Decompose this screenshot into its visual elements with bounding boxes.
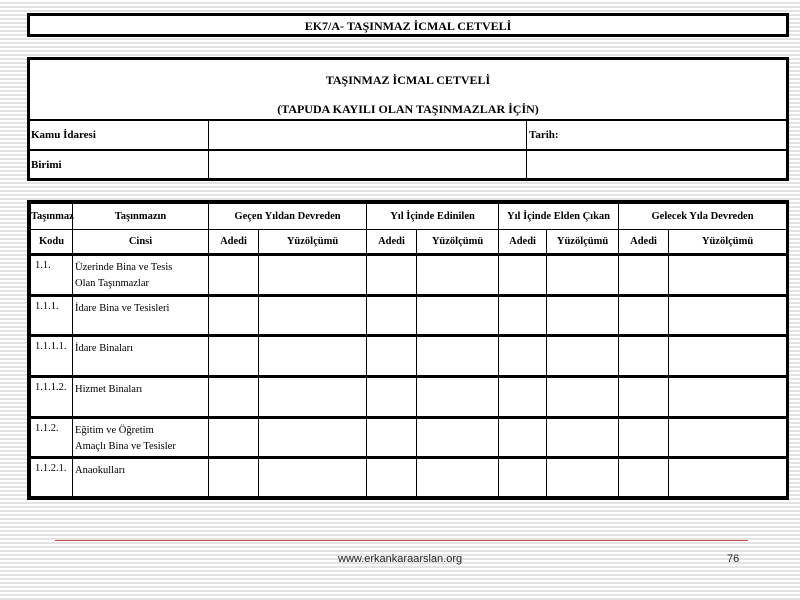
col-header-code-line2: Kodu — [31, 230, 73, 254]
cell[interactable] — [209, 417, 259, 458]
col-subheader-area: Yüzölçümü — [259, 230, 367, 254]
footer-divider — [55, 540, 748, 541]
col-subheader-area: Yüzölçümü — [669, 230, 787, 254]
tarih-field[interactable] — [620, 122, 786, 148]
row-name-line1: Anaokulları — [75, 465, 126, 477]
summary-table-box — [27, 200, 789, 500]
kamu-idaresi-field[interactable] — [210, 122, 524, 148]
row-name-line2: Olan Taşınmazlar — [75, 277, 150, 289]
col-group-header: Yıl İçinde Edinilen — [367, 204, 499, 230]
header-column-divider — [526, 121, 527, 178]
header-column-divider — [208, 121, 209, 178]
cell[interactable] — [499, 254, 547, 295]
cell[interactable] — [669, 254, 787, 295]
table-subheader-row — [31, 230, 787, 254]
row-name-line1: Hizmet Binaları — [75, 383, 143, 395]
row-name — [73, 254, 209, 295]
col-group-header: Geçen Yıldan Devreden — [209, 204, 367, 230]
cell[interactable] — [209, 458, 259, 497]
cell[interactable] — [619, 336, 669, 377]
row-code: 1.1.1.2. — [31, 376, 73, 417]
col-header-type: Taşınmazın — [73, 204, 209, 230]
header-divider — [30, 119, 786, 121]
form-heading: TAŞINMAZ İCMAL CETVELİ — [325, 73, 491, 87]
header-divider — [30, 149, 786, 151]
cell[interactable] — [417, 417, 499, 458]
cell[interactable] — [499, 376, 547, 417]
cell[interactable] — [499, 295, 547, 336]
col-subheader-area: Yüzölçümü — [547, 230, 619, 254]
cell[interactable] — [619, 254, 669, 295]
table-row — [31, 295, 787, 336]
cell[interactable] — [259, 336, 367, 377]
col-header-code: Taşınmaz — [31, 204, 73, 230]
cell[interactable] — [547, 254, 619, 295]
document-title: EK7/A- TAŞINMAZ İCMAL CETVELİ — [304, 19, 512, 33]
cell[interactable] — [209, 376, 259, 417]
cell[interactable] — [669, 295, 787, 336]
row-name-line1: Eğitim ve Öğretim — [75, 424, 154, 436]
row-name-line1: İdare Binaları — [75, 343, 134, 355]
cell[interactable] — [209, 295, 259, 336]
row-name-line1: İdare Bina ve Tesisleri — [75, 302, 170, 314]
table-row — [31, 336, 787, 377]
birimi-label: Birimi — [31, 159, 62, 171]
cell[interactable] — [259, 417, 367, 458]
row-name — [73, 336, 209, 377]
cell[interactable] — [367, 254, 417, 295]
row-code: 1.1.1.1. — [31, 336, 73, 377]
cell[interactable] — [417, 254, 499, 295]
cell[interactable] — [619, 458, 669, 497]
form-subheading: (TAPUDA KAYILI OLAN TAŞINMAZLAR İÇİN) — [277, 102, 539, 116]
cell[interactable] — [209, 254, 259, 295]
cell[interactable] — [619, 295, 669, 336]
header-box — [27, 57, 789, 181]
cell[interactable] — [417, 336, 499, 377]
cell[interactable] — [367, 295, 417, 336]
cell[interactable] — [417, 458, 499, 497]
row-name-line1: Üzerinde Bina ve Tesis — [75, 261, 173, 273]
table-row — [31, 417, 787, 458]
col-header-type-line2: Cinsi — [73, 230, 209, 254]
kamu-idaresi-label: Kamu İdaresi — [31, 129, 96, 141]
cell[interactable] — [547, 458, 619, 497]
cell[interactable] — [499, 336, 547, 377]
cell[interactable] — [417, 376, 499, 417]
col-subheader-count: Adedi — [209, 230, 259, 254]
cell[interactable] — [367, 376, 417, 417]
cell[interactable] — [669, 458, 787, 497]
cell[interactable] — [259, 295, 367, 336]
cell[interactable] — [209, 336, 259, 377]
row-code: 1.1.2.1. — [31, 458, 73, 497]
cell[interactable] — [499, 458, 547, 497]
cell[interactable] — [547, 336, 619, 377]
row-code: 1.1.1. — [31, 295, 73, 336]
table-row — [31, 254, 787, 295]
row-code: 1.1. — [31, 254, 73, 295]
page-number: 76 — [727, 553, 740, 565]
cell[interactable] — [669, 376, 787, 417]
row-code: 1.1.2. — [31, 417, 73, 458]
row-name — [73, 376, 209, 417]
row-name-line2: Amaçlı Bina ve Tesisler — [75, 440, 176, 452]
cell[interactable] — [547, 376, 619, 417]
cell[interactable] — [619, 417, 669, 458]
cell[interactable] — [417, 295, 499, 336]
title-box — [27, 13, 789, 37]
cell[interactable] — [367, 336, 417, 377]
footer-url: www.erkankaraarslan.org — [338, 553, 463, 565]
birimi-field[interactable] — [210, 152, 524, 178]
cell[interactable] — [669, 417, 787, 458]
cell[interactable] — [499, 417, 547, 458]
cell[interactable] — [259, 376, 367, 417]
col-group-header: Gelecek Yıla Devreden — [619, 204, 787, 230]
col-subheader-count: Adedi — [619, 230, 669, 254]
table-row — [31, 458, 787, 497]
table-row — [31, 376, 787, 417]
cell[interactable] — [367, 458, 417, 497]
cell[interactable] — [259, 458, 367, 497]
cell[interactable] — [367, 417, 417, 458]
cell[interactable] — [619, 376, 669, 417]
tarih-label: Tarih: — [529, 129, 559, 141]
cell[interactable] — [547, 295, 619, 336]
cell[interactable] — [547, 417, 619, 458]
table-header-row — [31, 204, 787, 230]
row-name — [73, 458, 209, 497]
col-subheader-area: Yüzölçümü — [417, 230, 499, 254]
cell[interactable] — [669, 336, 787, 377]
summary-table — [30, 203, 787, 497]
col-group-header: Yıl İçinde Elden Çıkan — [499, 204, 619, 230]
row-name — [73, 295, 209, 336]
cell[interactable] — [259, 254, 367, 295]
col-subheader-count: Adedi — [499, 230, 547, 254]
row-name — [73, 417, 209, 458]
col-subheader-count: Adedi — [367, 230, 417, 254]
